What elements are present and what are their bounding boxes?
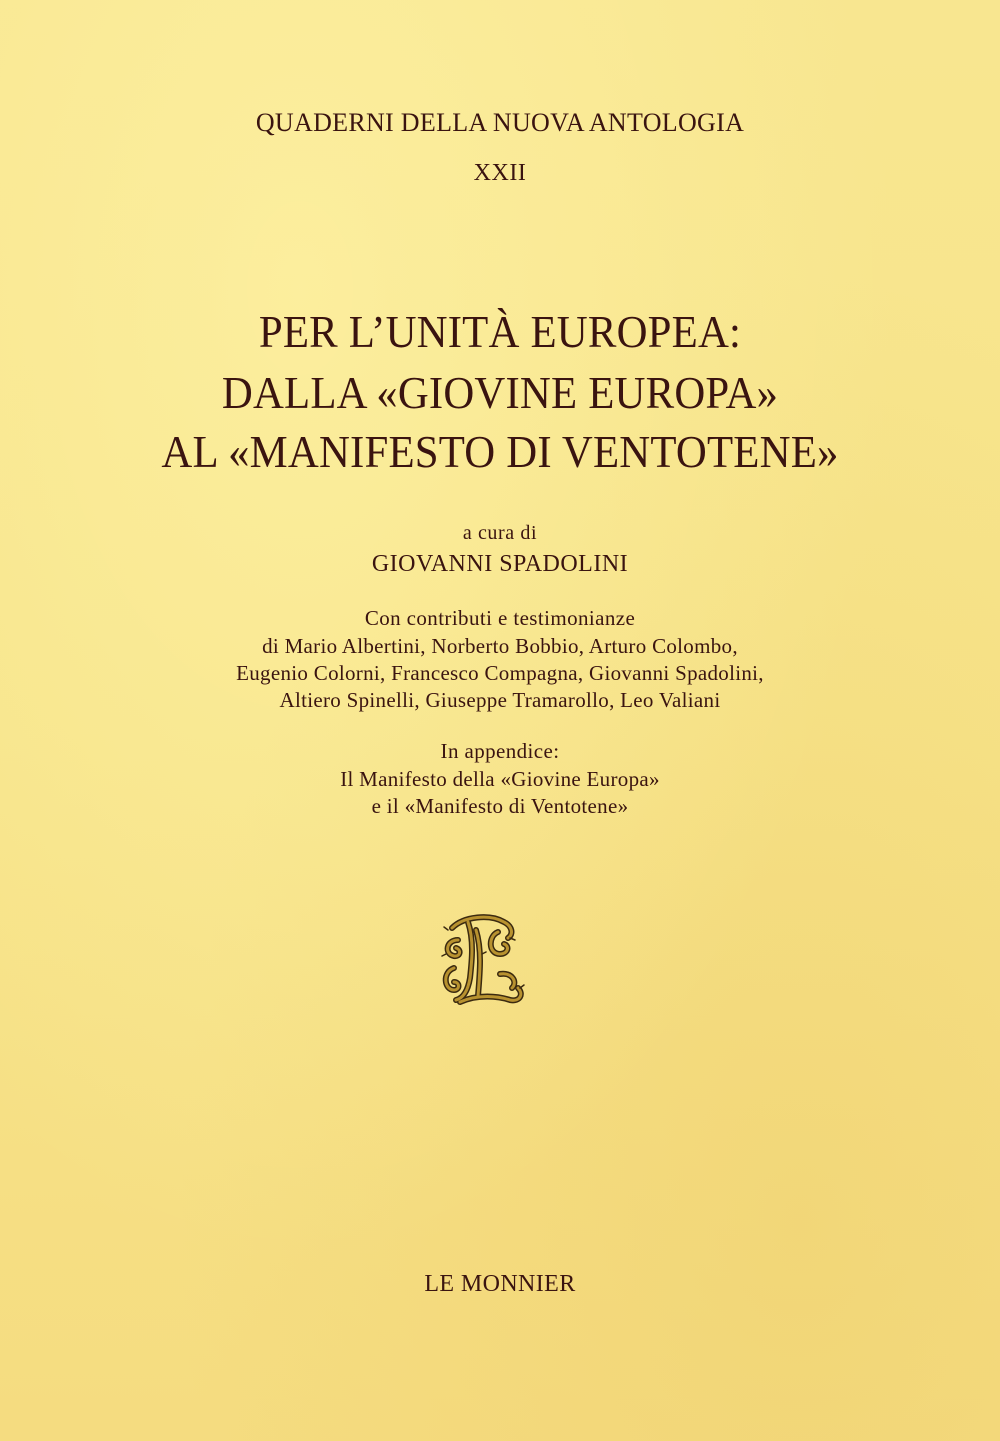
appendix-line-1: Il Manifesto della «Giovine Europa» <box>340 767 660 791</box>
contributors-line-1: di Mario Albertini, Norberto Bobbio, Arturo Colombo, <box>262 634 738 658</box>
book-title-line-2: DALLA «GIOVINE EUROPA» <box>221 367 779 418</box>
monogram-icon <box>438 910 528 1010</box>
appendix-label: In appendice: <box>440 739 560 763</box>
curator-name: GIOVANNI SPADOLINI <box>371 551 629 577</box>
curator-label: a cura di <box>462 522 538 544</box>
contributors-line-2: Eugenio Colorni, Francesco Compagna, Giovanni Spadolini, <box>236 661 764 685</box>
contributions-label: Con contributi e testimonianze <box>364 606 636 630</box>
appendix-line-2: e il «Manifesto di Ventotene» <box>371 794 629 818</box>
publisher-name: LE MONNIER <box>424 1271 576 1297</box>
book-title-line-1: PER L’UNITÀ EUROPEA: <box>258 306 742 357</box>
series-title: QUADERNI DELLA NUOVA ANTOLOGIA <box>255 108 745 137</box>
contributors-line-3: Altiero Spinelli, Giuseppe Tramarollo, Leo Valiani <box>279 688 721 712</box>
volume-number: XXII <box>473 160 527 186</box>
book-title-line-3: AL «MANIFESTO DI VENTOTENE» <box>161 426 839 477</box>
